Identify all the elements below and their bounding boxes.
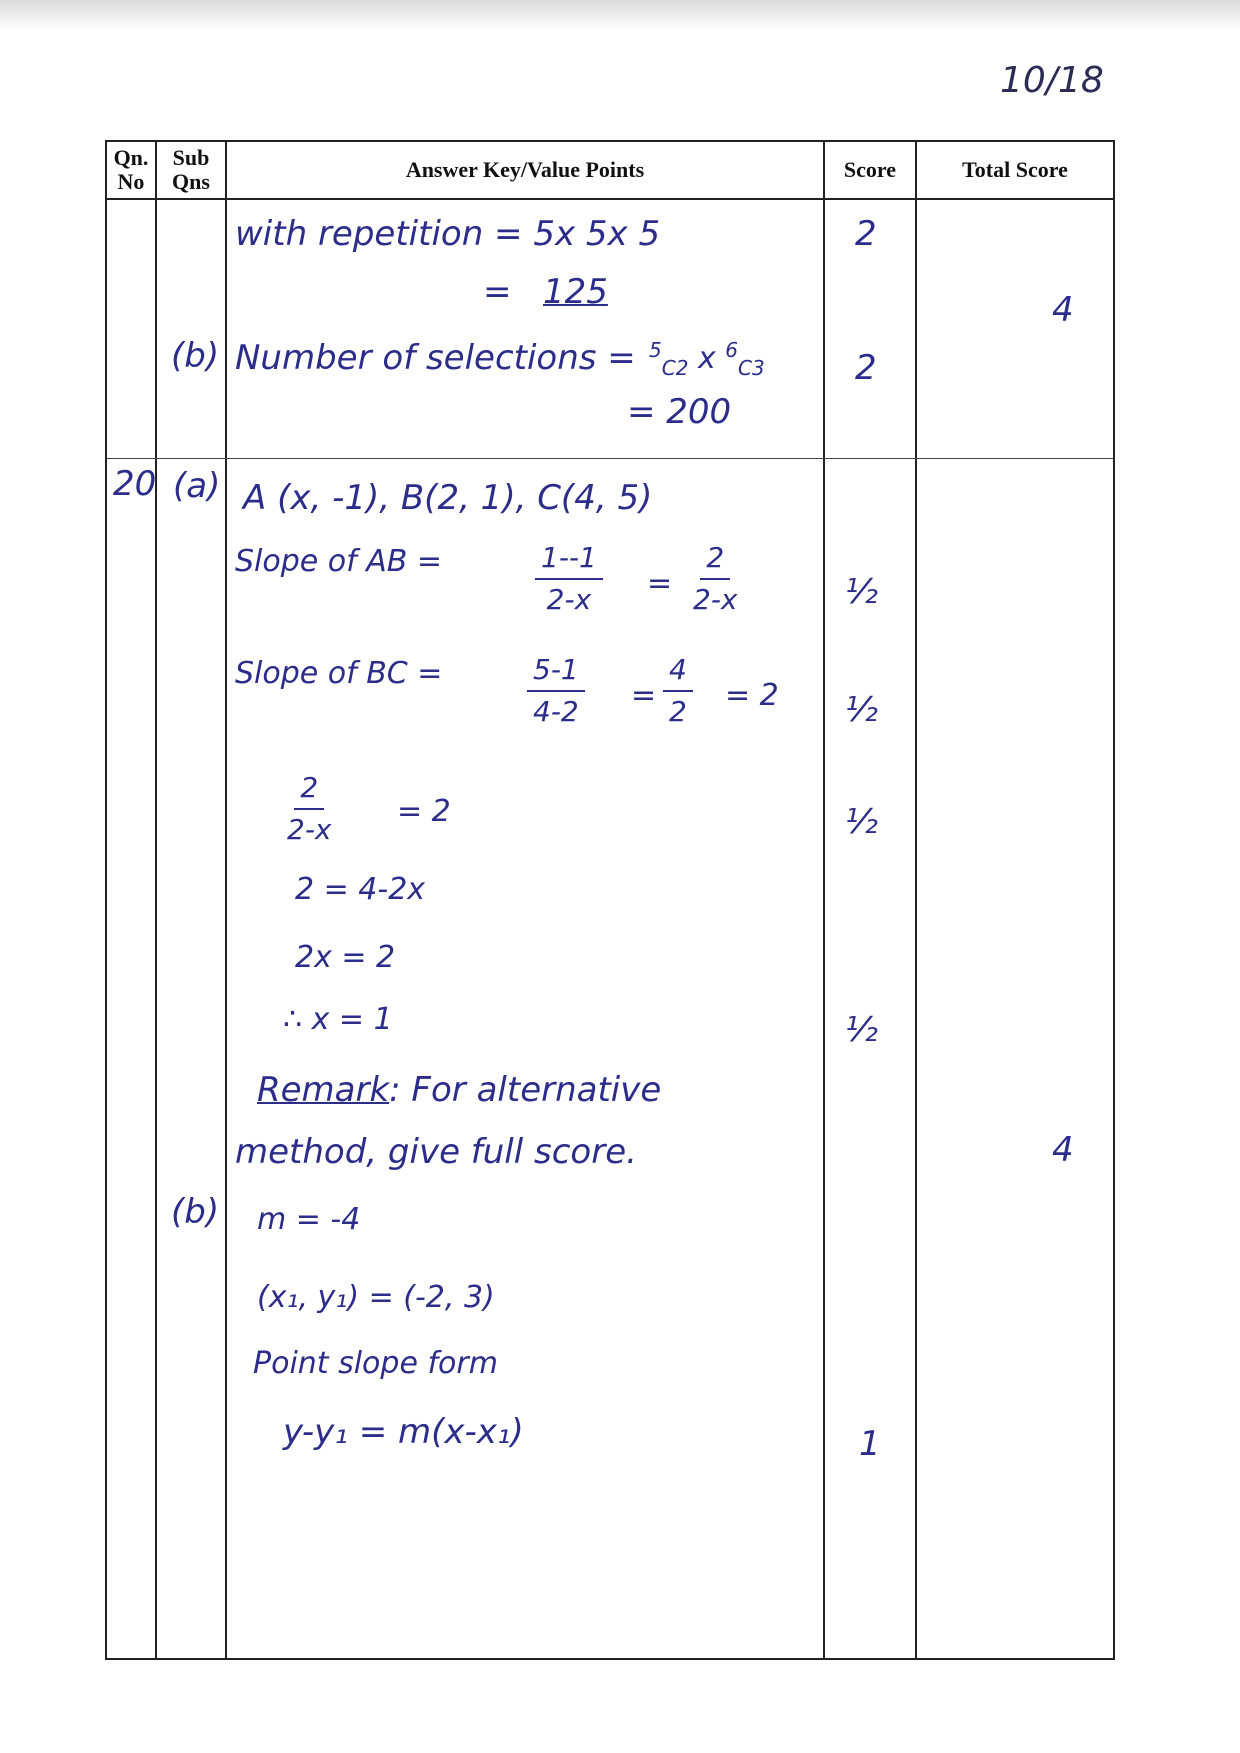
q20-slope-ab-equals: = <box>647 566 673 601</box>
q20-point-slope-form: Point slope form <box>253 1346 498 1381</box>
q19-c2-pre: 6 <box>725 338 739 362</box>
q20-remark <box>257 1070 661 1110</box>
q20-slope-bc-fraction-2 <box>663 650 693 732</box>
q19-result-200: = 200 <box>627 392 732 432</box>
header-total-score: Total Score <box>962 157 1068 182</box>
q20-equation-fraction <box>281 768 338 850</box>
q19-c1-sub: C2 <box>661 356 689 380</box>
q20-number: 20 <box>113 464 157 504</box>
q20-slope-bc-fraction-1 <box>527 650 585 732</box>
q20-slope-ab-f1-den: 2-x <box>546 583 592 616</box>
q20-eq3: 2x = 2 <box>295 940 396 975</box>
q19-with-repetition: with repetition = 5x 5x 5 <box>235 214 661 254</box>
q20-slope-bc-f2-den: 2 <box>669 695 687 728</box>
header-answer-key: Answer Key/Value Points <box>405 157 645 182</box>
q20-slope-ab-fraction-2 <box>687 538 744 620</box>
q20-slope-bc-f1-num: 5-1 <box>527 650 585 692</box>
q20-score-formula: 1 <box>859 1424 881 1464</box>
q19-times: x <box>697 341 716 376</box>
q20-points: A (x, -1), B(2, 1), C(4, 5) <box>243 478 653 518</box>
q20-slope-bc-label: Slope of BC = <box>235 656 443 691</box>
q19-combination <box>649 338 765 380</box>
q20-slope-m: m = -4 <box>257 1202 361 1237</box>
q19-equals: = <box>483 272 512 312</box>
q20-slope-ab-f2-den: 2-x <box>693 583 738 616</box>
q20-slope-ab-f2-num: 2 <box>700 538 730 580</box>
q20-eq2: 2 = 4-2x <box>295 872 426 907</box>
q20-eq1-den: 2-x <box>287 813 332 846</box>
q20-slope-ab-label: Slope of AB = <box>235 544 442 579</box>
q20-sub-a: (a) <box>173 466 221 506</box>
q20-formula: y-y₁ = m(x-x₁) <box>283 1412 524 1452</box>
q20-slope-ab-fraction-1 <box>535 538 603 620</box>
q20-score-slope-ab: ½ <box>845 572 878 612</box>
col-divider-sub <box>225 142 227 1658</box>
q20-total: 4 <box>1052 1130 1074 1170</box>
q20-slope-bc-equals-1: = <box>631 678 657 713</box>
q20-slope-ab-f1-num: 1--1 <box>535 538 603 580</box>
header-qn-no: Qn. No <box>113 145 149 194</box>
q19-sub-b: (b) <box>171 336 220 376</box>
q20-remark-line2: method, give full score. <box>235 1132 637 1172</box>
q20-given-point: (x₁, y₁) = (-2, 3) <box>257 1280 495 1315</box>
col-divider-qn <box>155 142 157 1658</box>
q20-eq4: ∴ x = 1 <box>283 1002 393 1037</box>
col-divider-score <box>915 142 917 1658</box>
q20-slope-bc-f2-num: 4 <box>663 650 693 692</box>
q20-score-slope-bc: ½ <box>845 690 878 730</box>
q20-remark-label: Remark <box>257 1070 390 1110</box>
q20-sub-b: (b) <box>171 1192 220 1232</box>
q20-slope-bc-f1-den: 4-2 <box>533 695 579 728</box>
scan-edge <box>0 0 1240 30</box>
q19-selections-label: Number of selections = <box>235 338 636 378</box>
q20-eq1-num: 2 <box>294 768 324 810</box>
q19-score-2: 2 <box>855 348 877 388</box>
q20-score-x: ½ <box>845 1010 878 1050</box>
q19-total: 4 <box>1052 290 1074 330</box>
q20-slope-bc-equals-2: = 2 <box>725 678 779 713</box>
header-sub-qns: Sub Qns <box>172 145 210 194</box>
q19-score-1: 2 <box>855 214 877 254</box>
col-divider-answer <box>823 142 825 1658</box>
q19-result-125: 125 <box>543 272 608 312</box>
row-divider <box>107 458 1113 459</box>
answer-key-table <box>105 140 1115 1660</box>
q19-c1-pre: 5 <box>649 338 662 362</box>
q20-remark-text: : For alternative <box>389 1070 662 1110</box>
header-score: Score <box>843 157 897 182</box>
page-number: 10/18 <box>1000 60 1104 101</box>
header-divider <box>107 198 1113 200</box>
q20-eq1-rhs: = 2 <box>397 794 451 829</box>
q19-c2-sub: C3 <box>738 356 765 380</box>
q20-score-equation: ½ <box>845 802 878 842</box>
